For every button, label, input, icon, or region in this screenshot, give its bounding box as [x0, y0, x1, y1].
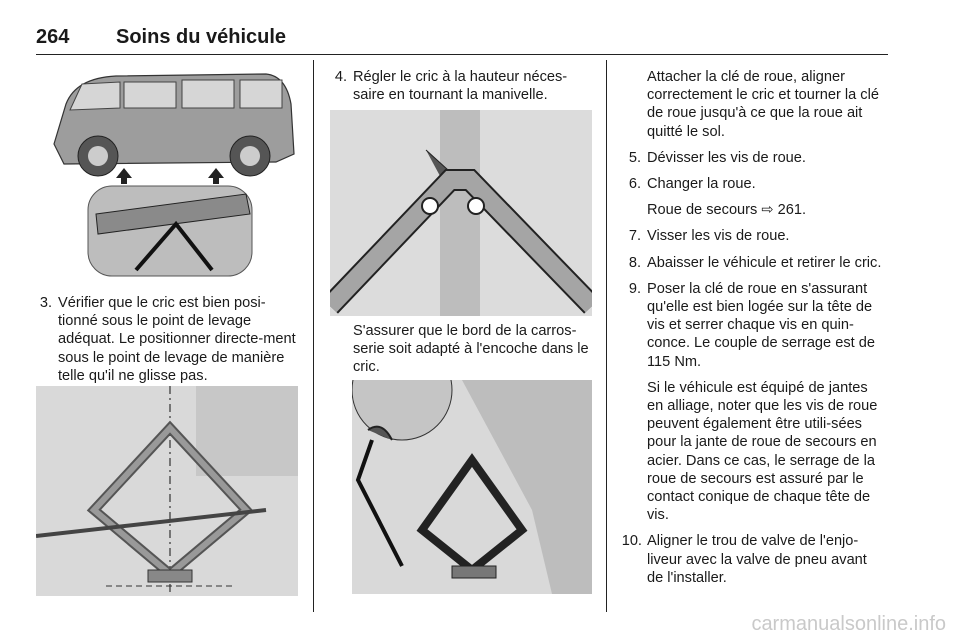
step-5: 5. Dévisser les vis de roue. [628, 149, 806, 166]
jack-alignment-figure [36, 386, 298, 596]
spare-wheel-reference-link[interactable]: Roue de secours ⇨ 261. [647, 202, 807, 219]
jack-notch-figure [330, 110, 592, 316]
step-7: 7. Visser les vis de roue. [628, 228, 790, 245]
column-3-text [621, 68, 887, 587]
page-number: 264 [36, 26, 70, 48]
van-lift-points-figure [36, 64, 298, 278]
wrench-jack-figure [352, 380, 592, 594]
step-8: 8. Abaisser le véhicule et retirer le cric. [628, 254, 882, 271]
column-2-text-note [331, 322, 593, 377]
step-6: 6. Changer la roue. [628, 176, 756, 193]
step-text: Vérifier que le cric est bien posi-tionné sous le point de levage adéquat. Le positionner directe-ment sous le point de levage de manière telle qu'il ne glisse pas. [58, 295, 296, 384]
page-header [36, 24, 888, 55]
step-number: 4. [334, 69, 347, 85]
column-2-text-top [331, 68, 593, 104]
page-title: Soins du véhicule [116, 26, 287, 48]
column-divider-2 [606, 60, 607, 612]
step-3 [36, 294, 298, 385]
step-10: 10. Aligner le trou de valve de l'enjo-liveur avec la valve de pneu avant de l'installer. [621, 533, 867, 586]
step-number: 3. [39, 295, 52, 311]
column-divider-1 [313, 60, 314, 612]
column-1-text [36, 294, 298, 385]
step-9: 9. Poser la clé de roue en s'assurant qu'elle est bien logée sur la tête de vis et serrer chaque vis en quin-conce. Le couple de serrage est de 115 Nm. [628, 280, 875, 370]
step-text: Régler le cric à la hauteur néces-saire en tournant la manivelle. [353, 69, 568, 104]
step-4-continued: Attacher la clé de roue, aligner correctement le cric et tourner la clé de roue jusqu'à ce que la roue ait quitté le sol. [647, 69, 879, 140]
notch-note: S'assurer que le bord de la carros-serie soit adapté à l'encoche dans le cric. [353, 323, 589, 376]
alloy-wheel-note: Si le véhicule est équipé de jantes en alliage, noter que les vis de roue peuvent également être utili-sées pour la jante de roue de secours en acier. Dans ce cas, le serrage de la roue de secours est assuré par le contact conique de chaque tête de vis. [647, 379, 878, 524]
watermark: carmanualsonline.info [751, 613, 946, 635]
step-4 [331, 68, 593, 104]
